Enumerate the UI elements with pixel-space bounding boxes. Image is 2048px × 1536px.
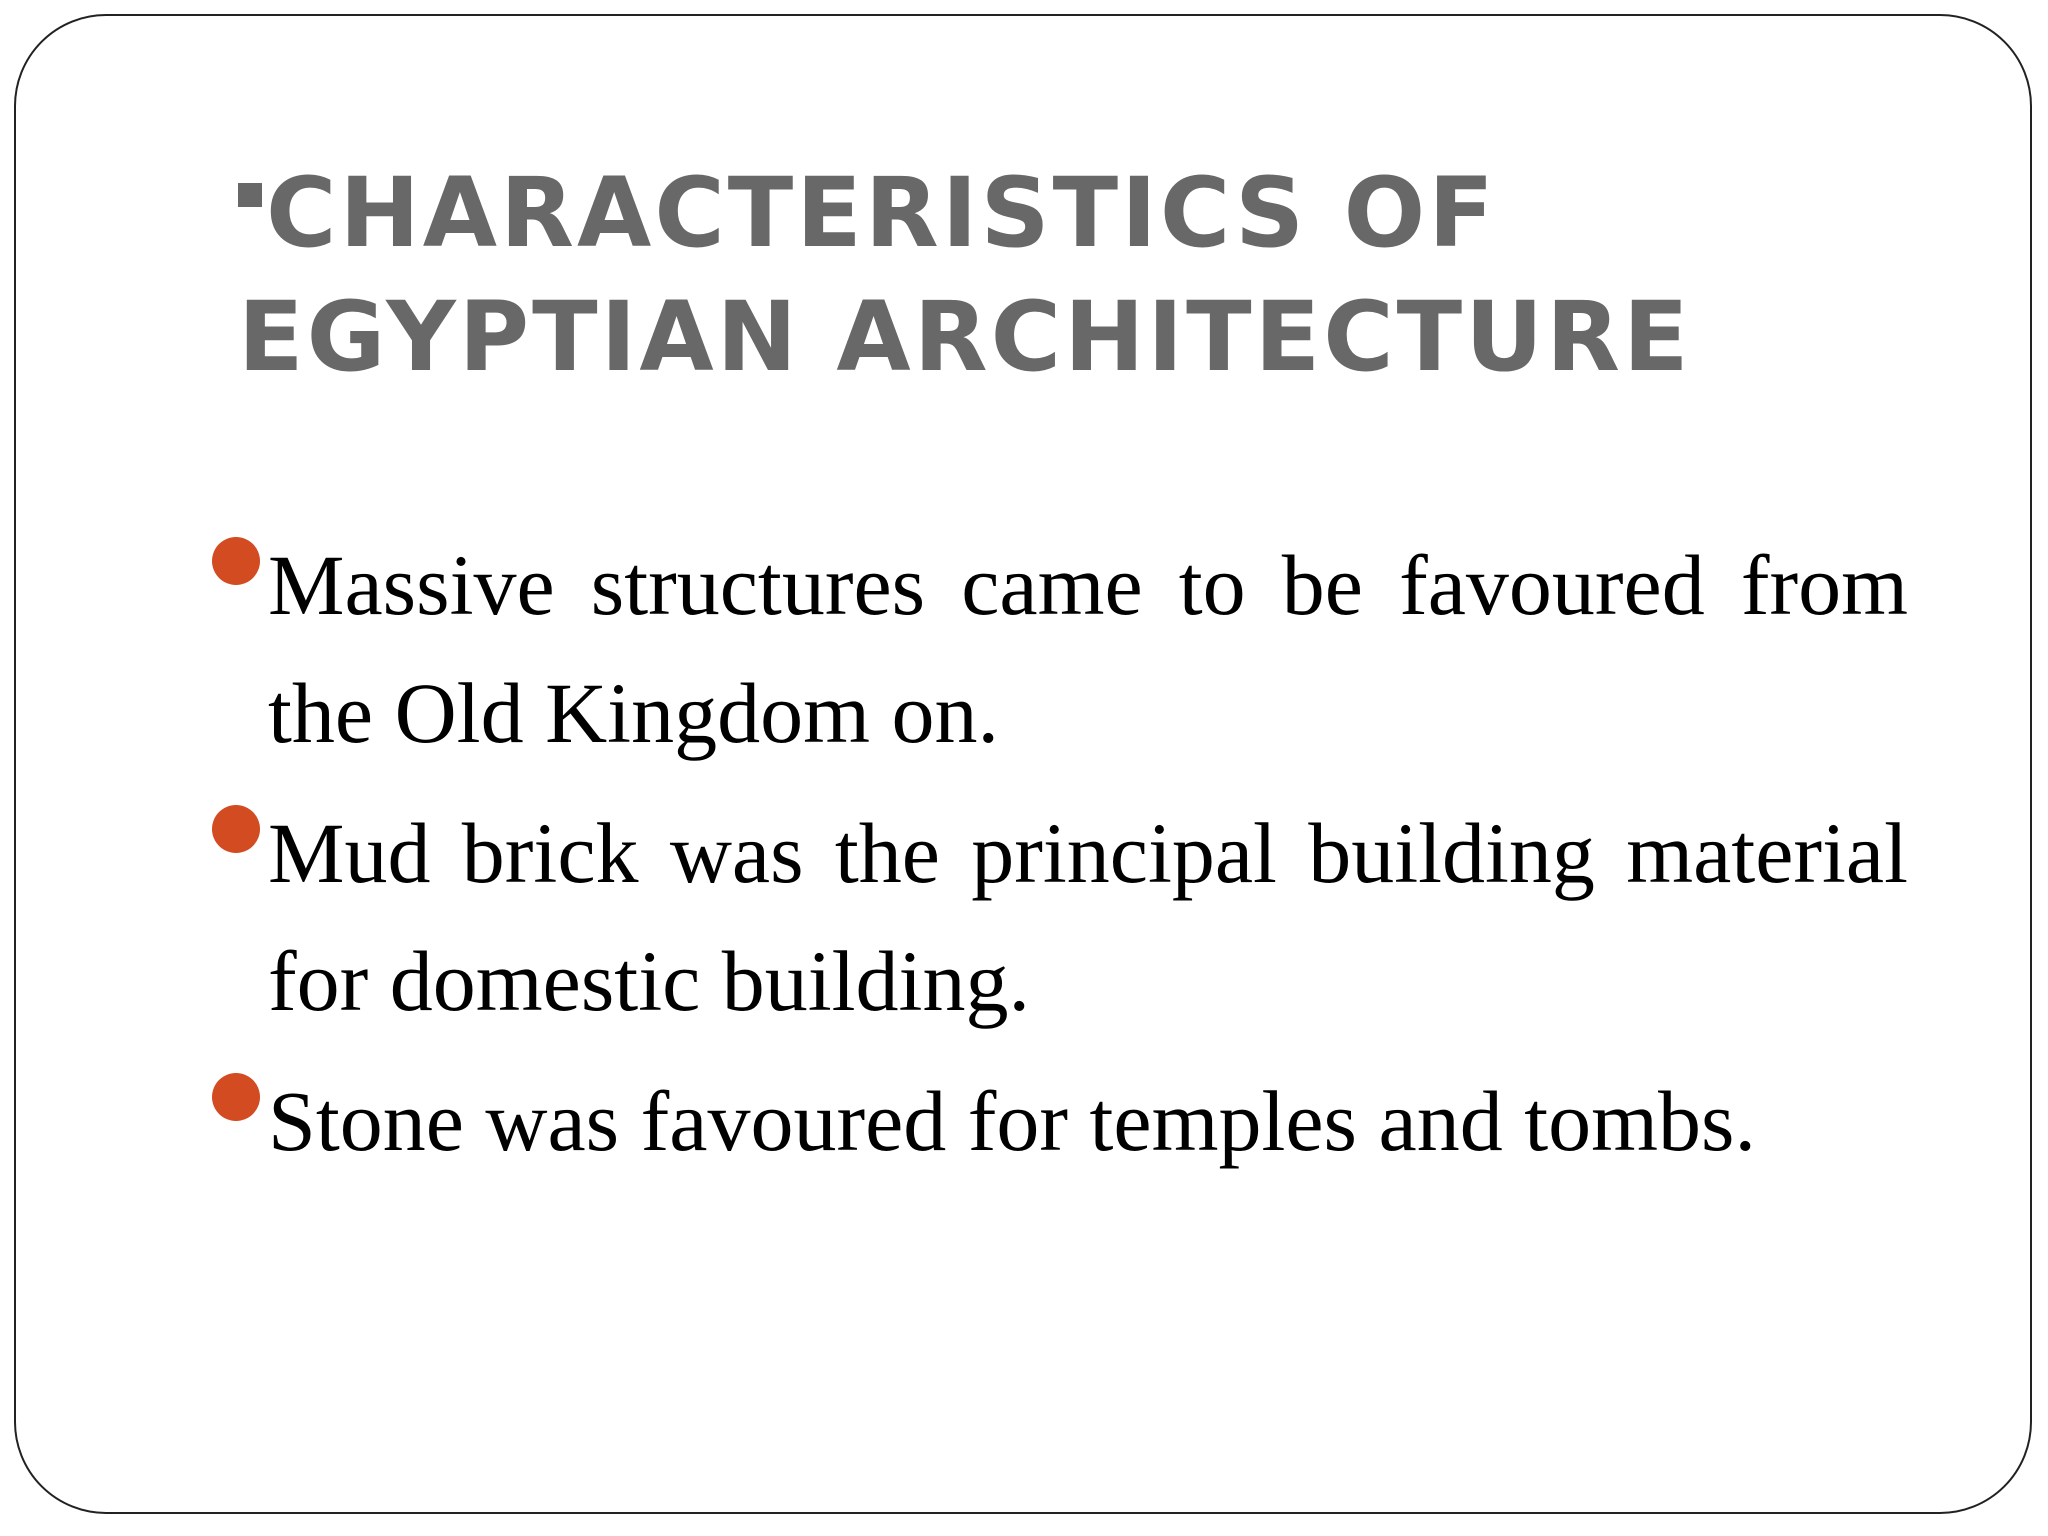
bullet-text: Mud brick was the principal building material for domestic building. [268, 805, 1908, 1029]
slide-title-text: CHARACTERISTICS OF EGYPTIAN ARCHITECTURE [238, 157, 1692, 393]
circle-bullet-icon [212, 537, 260, 585]
list-item [212, 1057, 1908, 1185]
bullet-text: Massive structures came to be favoured from the Old Kingdom on. [268, 537, 1908, 761]
circle-bullet-icon [212, 805, 260, 853]
slide-frame [14, 14, 2032, 1514]
bullet-text: Stone was favoured for temples and tombs. [268, 1073, 1756, 1169]
bullet-list [212, 521, 1908, 1197]
list-item [212, 521, 1908, 777]
slide-title [238, 151, 1908, 399]
square-bullet-icon [238, 183, 262, 207]
list-item [212, 789, 1908, 1045]
circle-bullet-icon [212, 1073, 260, 1121]
